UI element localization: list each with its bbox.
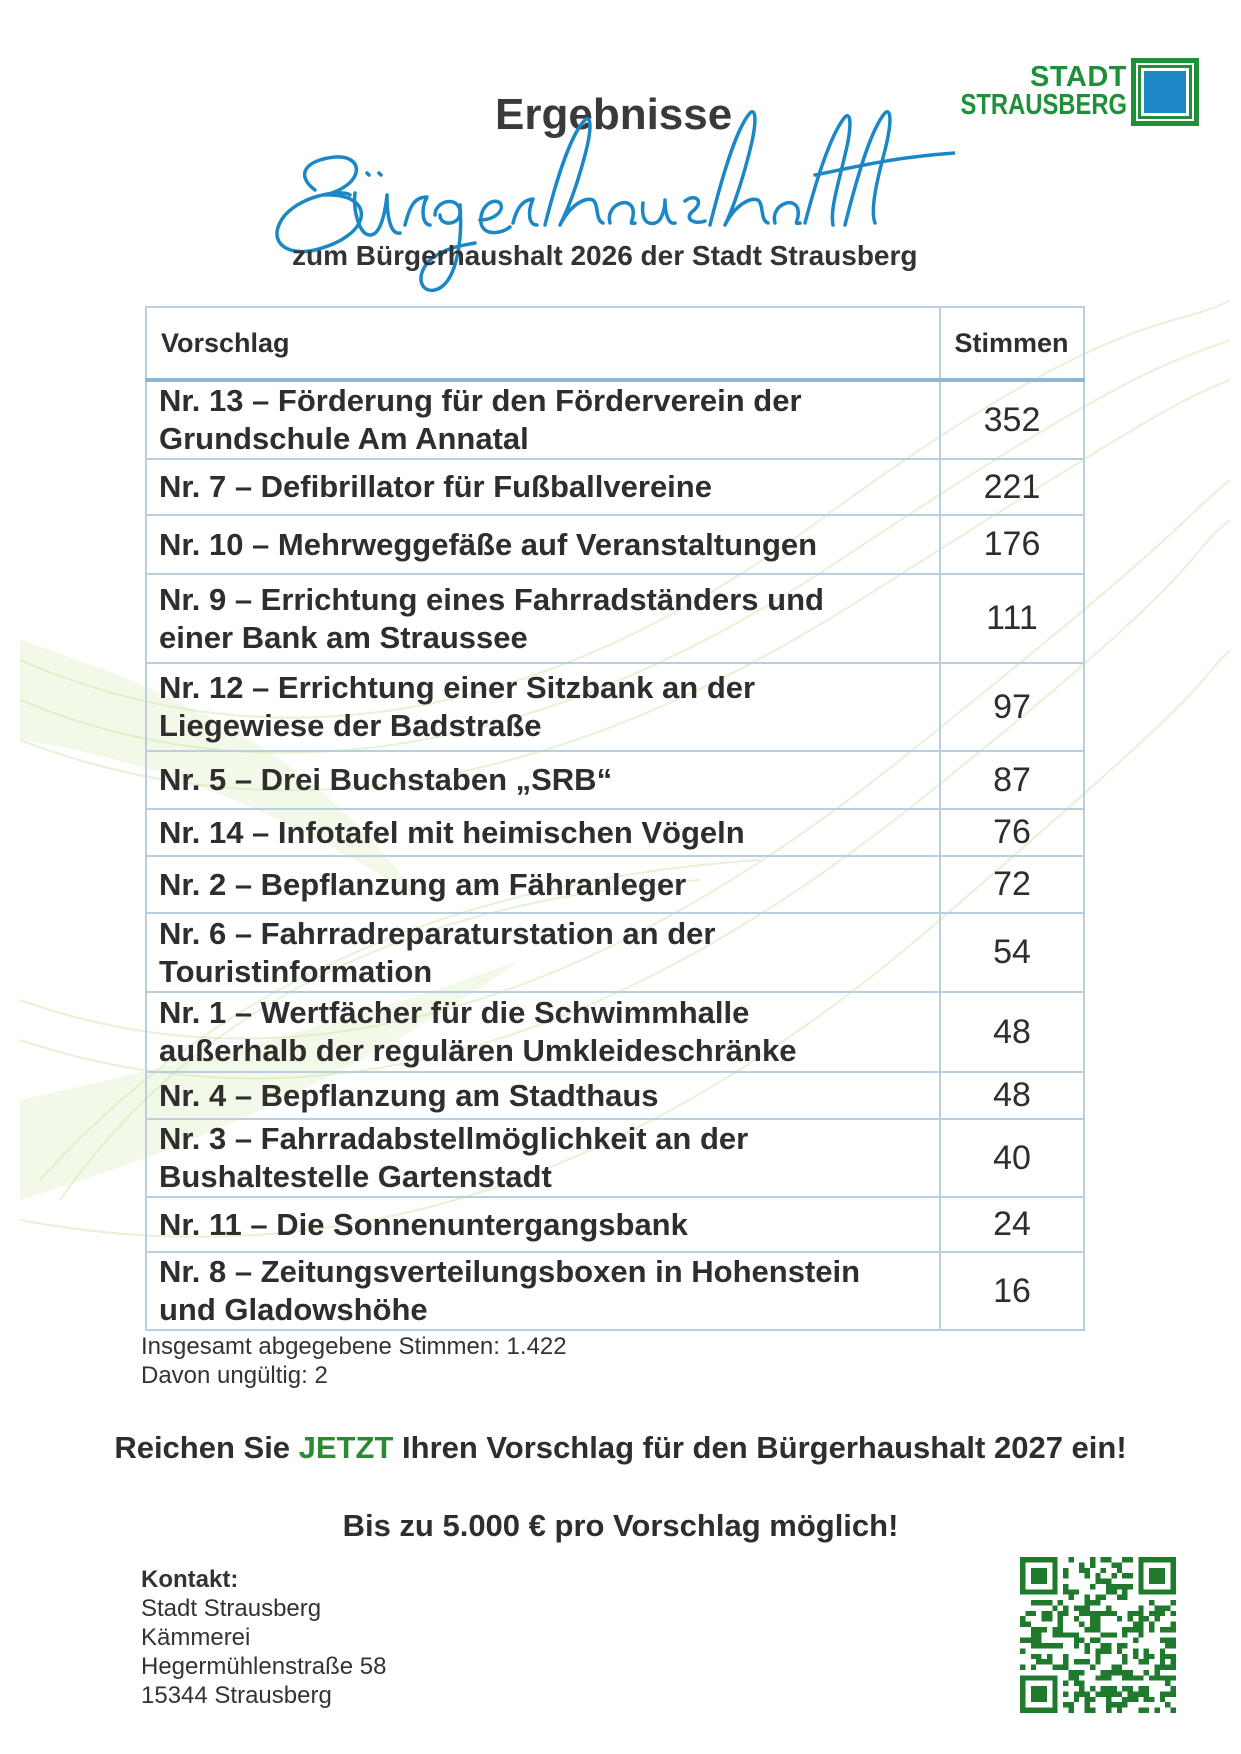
proposal-line-1: Nr. 14 – Infotafel mit heimischen Vögeln [159, 814, 745, 850]
proposal-line-1: Nr. 11 – Die Sonnenuntergangsbank [159, 1206, 688, 1242]
votes-cell: 54 [940, 913, 1084, 992]
proposal-line-1: Nr. 9 – Errichtung eines Fahrradständers und [159, 581, 824, 617]
proposal-line-2: außerhalb der regulären Umkleideschränke [159, 1033, 797, 1068]
proposal-cell [146, 1197, 940, 1252]
cta-part-1: Reichen Sie [114, 1430, 299, 1465]
proposal-cell [146, 856, 940, 913]
page-subtitle: zum Bürgerhaushalt 2026 der Stadt Strausberg [292, 240, 918, 271]
stadt-strausberg-logo [924, 58, 1199, 126]
proposal-line-2: einer Bank am Straussee [159, 619, 528, 655]
votes-cell: 221 [940, 459, 1084, 515]
cta-highlight: JETZT [298, 1430, 394, 1465]
votes-cell: 24 [940, 1197, 1084, 1252]
contact-line: Kämmerei [141, 1624, 251, 1651]
proposal-line-2: und Gladowshöhe [159, 1292, 428, 1327]
proposal-line-1: Nr. 6 – Fahrradreparaturstation an der [159, 915, 716, 951]
call-to-action-amount: Bis zu 5.000 € pro Vorschlag möglich! [342, 1508, 899, 1543]
votes-cell: 72 [940, 856, 1084, 913]
cta-part-2: Ihren Vorschlag für den Bürgerhaushalt 2027 ein! [393, 1430, 1127, 1465]
table-row [146, 1072, 1084, 1119]
proposal-line-1: Nr. 8 – Zeitungsverteilungsboxen in Hohenstein [159, 1254, 861, 1289]
totals-block [141, 1332, 567, 1390]
invalid-votes: Davon ungültig: 2 [141, 1362, 328, 1389]
table-row [146, 1119, 1084, 1197]
page-title: Ergebnisse [495, 90, 733, 139]
proposal-cell [146, 1252, 940, 1330]
votes-cell: 176 [940, 515, 1084, 574]
table-header-row [146, 307, 1084, 380]
proposal-line-1: Nr. 10 – Mehrweggefäße auf Veranstaltungen [159, 526, 818, 562]
proposal-cell [146, 1119, 940, 1197]
proposal-cell [146, 574, 940, 663]
contact-line: Stadt Strausberg [141, 1595, 322, 1622]
table-row [146, 1252, 1084, 1330]
column-header-votes: Stimmen [940, 307, 1084, 380]
proposal-cell [146, 809, 940, 856]
column-header-proposal: Vorschlag [146, 307, 940, 380]
votes-cell: 87 [940, 751, 1084, 809]
logo-line-1: STADT [1029, 61, 1127, 94]
votes-cell: 40 [940, 1119, 1084, 1197]
proposal-line-1: Nr. 7 – Defibrillator für Fußballvereine [159, 469, 712, 504]
proposal-line-1: Nr. 13 – Förderung für den Förderverein der [159, 383, 802, 418]
contact-line: 15344 Strausberg [141, 1682, 332, 1709]
votes-cell: 352 [940, 380, 1084, 459]
contact-line: Hegermühlenstraße 58 [141, 1653, 387, 1680]
table-row [146, 809, 1084, 856]
table-row [146, 913, 1084, 992]
proposal-line-1: Nr. 1 – Wertfächer für die Schwimmhalle [159, 995, 750, 1030]
proposal-cell [146, 751, 940, 809]
votes-cell: 111 [940, 574, 1084, 663]
proposal-cell [146, 380, 940, 459]
table-row [146, 515, 1084, 574]
proposal-line-1: Nr. 5 – Drei Buchstaben „SRB“ [159, 762, 613, 797]
proposal-line-1: Nr. 4 – Bepflanzung am Stadthaus [159, 1077, 659, 1113]
table-row [146, 751, 1084, 809]
total-votes: Insgesamt abgegebene Stimmen: 1.422 [141, 1333, 567, 1360]
proposal-line-2: Bushaltestelle Gartenstadt [159, 1159, 552, 1194]
proposal-cell [146, 913, 940, 992]
table-row [146, 380, 1084, 459]
proposal-cell [146, 992, 940, 1072]
proposal-line-1: Nr. 3 – Fahrradabstellmöglichkeit an der [159, 1121, 749, 1156]
table-row [146, 992, 1084, 1072]
logo-square-icon [1131, 58, 1199, 126]
votes-cell: 97 [940, 663, 1084, 751]
votes-cell: 76 [940, 809, 1084, 856]
proposal-cell [146, 663, 940, 751]
proposal-line-2: Grundschule Am Annatal [159, 421, 529, 456]
logo-line-2: STRAUSBERG [960, 89, 1127, 121]
proposal-line-2: Touristinformation [159, 953, 433, 989]
votes-cell: 48 [940, 992, 1084, 1072]
proposal-cell [146, 459, 940, 515]
contact-block [141, 1565, 386, 1710]
contact-title: Kontakt: [141, 1566, 239, 1593]
proposal-cell [146, 515, 940, 574]
results-table [145, 306, 1085, 1331]
call-to-action [0, 1430, 1241, 1466]
qr-code-icon[interactable] [1020, 1557, 1176, 1713]
table-row [146, 574, 1084, 663]
proposal-line-2: Liegewiese der Badstraße [159, 708, 542, 743]
votes-cell: 48 [940, 1072, 1084, 1119]
table-row [146, 1197, 1084, 1252]
table-row [146, 663, 1084, 751]
proposal-line-1: Nr. 12 – Errichtung einer Sitzbank an der [159, 670, 756, 705]
proposal-cell [146, 1072, 940, 1119]
proposal-line-1: Nr. 2 – Bepflanzung am Fähranleger [159, 866, 687, 902]
votes-cell: 16 [940, 1252, 1084, 1330]
table-row [146, 856, 1084, 913]
table-row [146, 459, 1084, 515]
